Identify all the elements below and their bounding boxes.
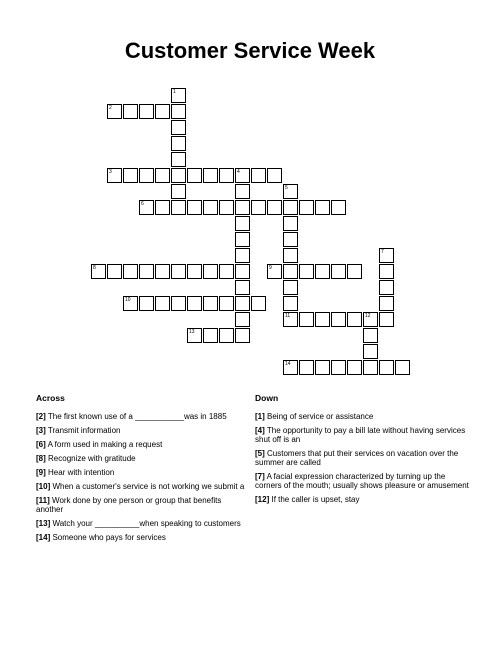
grid-cell[interactable] bbox=[139, 264, 154, 279]
grid-cell[interactable] bbox=[363, 360, 378, 375]
grid-cell[interactable] bbox=[171, 184, 186, 199]
grid-cell[interactable] bbox=[155, 168, 170, 183]
grid-cell[interactable] bbox=[219, 200, 234, 215]
clue-text: Someone who pays for services bbox=[52, 533, 166, 542]
clue-number: [13] bbox=[36, 519, 51, 528]
grid-cell[interactable] bbox=[235, 168, 250, 183]
grid-cell[interactable] bbox=[187, 296, 202, 311]
grid-cell[interactable] bbox=[283, 184, 298, 199]
grid-cell[interactable] bbox=[299, 312, 314, 327]
clue-number: [3] bbox=[36, 426, 46, 435]
across-clue bbox=[36, 468, 250, 477]
grid-cell[interactable] bbox=[235, 184, 250, 199]
clue-text: Being of service or assistance bbox=[267, 412, 374, 421]
grid-cell[interactable] bbox=[219, 296, 234, 311]
grid-cell[interactable] bbox=[379, 248, 394, 263]
clue-number: [7] bbox=[255, 472, 265, 481]
across-clue bbox=[36, 454, 250, 463]
grid-cell[interactable] bbox=[171, 120, 186, 135]
down-clue bbox=[255, 412, 469, 421]
grid-cell[interactable] bbox=[171, 88, 186, 103]
grid-cell[interactable] bbox=[267, 200, 282, 215]
grid-cell[interactable] bbox=[107, 104, 122, 119]
grid-cell[interactable] bbox=[155, 200, 170, 215]
clue-number: [5] bbox=[255, 449, 265, 458]
grid-cell[interactable] bbox=[331, 264, 346, 279]
down-clue bbox=[255, 495, 469, 504]
down-clue bbox=[255, 472, 469, 490]
grid-cell[interactable] bbox=[235, 264, 250, 279]
grid-cell[interactable] bbox=[299, 264, 314, 279]
grid-cell[interactable] bbox=[251, 296, 266, 311]
grid-cell[interactable] bbox=[171, 104, 186, 119]
down-clues bbox=[255, 394, 469, 509]
grid-cell[interactable] bbox=[107, 168, 122, 183]
page-title: Customer Service Week bbox=[124, 38, 376, 63]
clue-text: If the caller is upset, stay bbox=[271, 495, 360, 504]
across-clue bbox=[36, 440, 250, 449]
across-clues bbox=[36, 394, 250, 547]
grid-cell[interactable] bbox=[315, 360, 330, 375]
grid-cell[interactable] bbox=[267, 264, 282, 279]
clue-number: [2] bbox=[36, 412, 46, 421]
grid-cell[interactable] bbox=[299, 200, 314, 215]
grid-cell[interactable] bbox=[363, 344, 378, 359]
cell-number: 9 bbox=[269, 265, 272, 271]
clue-number: [9] bbox=[36, 468, 46, 477]
grid-cell[interactable] bbox=[155, 264, 170, 279]
grid-cell[interactable] bbox=[283, 216, 298, 231]
clue-text: A facial expression characterized by turning up the corners of the mouth; usually shows pleasure or amusement bbox=[255, 472, 469, 490]
across-clue bbox=[36, 496, 250, 514]
cell-number: 5 bbox=[285, 185, 288, 191]
down-clue bbox=[255, 449, 469, 467]
clue-text: Hear with intention bbox=[48, 468, 115, 477]
cell-number: 10 bbox=[125, 297, 131, 303]
clue-text: A form used in making a request bbox=[47, 440, 163, 449]
cell-number: 7 bbox=[381, 249, 384, 255]
grid-cell[interactable] bbox=[235, 248, 250, 263]
grid-cell[interactable] bbox=[203, 264, 218, 279]
down-heading: Down bbox=[255, 393, 279, 403]
grid-cell[interactable] bbox=[315, 312, 330, 327]
clue-text: Watch your __________when speaking to customers bbox=[52, 519, 241, 528]
grid-cell[interactable] bbox=[187, 264, 202, 279]
grid-cell[interactable] bbox=[315, 264, 330, 279]
grid-cell[interactable] bbox=[171, 296, 186, 311]
grid-cell[interactable] bbox=[363, 312, 378, 327]
grid-cell[interactable] bbox=[171, 264, 186, 279]
cell-number: 13 bbox=[189, 329, 195, 335]
grid-cell[interactable] bbox=[267, 168, 282, 183]
grid-cell[interactable] bbox=[123, 296, 138, 311]
cell-number: 6 bbox=[141, 201, 144, 207]
down-clue bbox=[255, 426, 469, 444]
clue-text: The opportunity to pay a bill late without having services shut off is an bbox=[255, 426, 466, 444]
grid-cell[interactable] bbox=[219, 328, 234, 343]
grid-cell[interactable] bbox=[315, 200, 330, 215]
grid-cell[interactable] bbox=[363, 328, 378, 343]
grid-cell[interactable] bbox=[235, 200, 250, 215]
grid-cell[interactable] bbox=[331, 360, 346, 375]
grid-cell[interactable] bbox=[155, 104, 170, 119]
grid-cell[interactable] bbox=[379, 360, 394, 375]
grid-cell[interactable] bbox=[283, 232, 298, 247]
grid-cell[interactable] bbox=[187, 200, 202, 215]
grid-cell[interactable] bbox=[139, 200, 154, 215]
clue-number: [12] bbox=[255, 495, 270, 504]
cell-number: 1 bbox=[173, 89, 176, 95]
grid-cell[interactable] bbox=[251, 168, 266, 183]
grid-cell[interactable] bbox=[171, 136, 186, 151]
grid-cell[interactable] bbox=[251, 200, 266, 215]
cell-number: 14 bbox=[285, 361, 291, 367]
grid-cell[interactable] bbox=[299, 360, 314, 375]
grid-cell[interactable] bbox=[187, 328, 202, 343]
across-heading: Across bbox=[36, 393, 65, 403]
grid-cell[interactable] bbox=[123, 168, 138, 183]
grid-cell[interactable] bbox=[107, 264, 122, 279]
grid-cell[interactable] bbox=[235, 296, 250, 311]
grid-cell[interactable] bbox=[203, 328, 218, 343]
grid-cell[interactable] bbox=[235, 280, 250, 295]
grid-cell[interactable] bbox=[171, 168, 186, 183]
grid-cell[interactable] bbox=[171, 152, 186, 167]
grid-cell[interactable] bbox=[187, 168, 202, 183]
clue-number: [10] bbox=[36, 482, 51, 491]
clue-text: Customers that put their services on vacation over the summer are called bbox=[255, 449, 459, 467]
clue-text: Transmit information bbox=[47, 426, 121, 435]
grid-cell[interactable] bbox=[331, 200, 346, 215]
grid-cell[interactable] bbox=[379, 312, 394, 327]
grid-cell[interactable] bbox=[171, 200, 186, 215]
clue-text: When a customer's service is not working we submit a bbox=[52, 482, 245, 491]
clue-number: [8] bbox=[36, 454, 46, 463]
grid-cell[interactable] bbox=[123, 264, 138, 279]
grid-cell[interactable] bbox=[379, 280, 394, 295]
across-clue bbox=[36, 412, 250, 421]
grid-cell[interactable] bbox=[235, 216, 250, 231]
grid-cell[interactable] bbox=[219, 264, 234, 279]
cell-number: 4 bbox=[237, 169, 240, 175]
cell-number: 8 bbox=[93, 265, 96, 271]
cell-number: 3 bbox=[109, 169, 112, 175]
grid-cell[interactable] bbox=[347, 312, 362, 327]
grid-cell[interactable] bbox=[283, 248, 298, 263]
grid-cell[interactable] bbox=[235, 232, 250, 247]
clue-number: [6] bbox=[36, 440, 46, 449]
grid-cell[interactable] bbox=[379, 296, 394, 311]
across-clue bbox=[36, 482, 250, 491]
grid-cell[interactable] bbox=[379, 264, 394, 279]
grid-cell[interactable] bbox=[283, 200, 298, 215]
grid-cell[interactable] bbox=[347, 264, 362, 279]
grid-cell[interactable] bbox=[203, 296, 218, 311]
grid-cell[interactable] bbox=[347, 360, 362, 375]
grid-cell[interactable] bbox=[139, 168, 154, 183]
across-clue bbox=[36, 519, 250, 528]
grid-cell[interactable] bbox=[203, 168, 218, 183]
cell-number: 11 bbox=[285, 313, 291, 319]
clue-number: [1] bbox=[255, 412, 265, 421]
grid-cell[interactable] bbox=[203, 200, 218, 215]
grid-cell[interactable] bbox=[91, 264, 106, 279]
grid-cell[interactable] bbox=[283, 264, 298, 279]
grid-cell[interactable] bbox=[123, 104, 138, 119]
grid-cell[interactable] bbox=[283, 296, 298, 311]
grid-cell[interactable] bbox=[139, 296, 154, 311]
clue-text: Work done by one person or group that benefits another bbox=[36, 496, 222, 514]
cell-number: 2 bbox=[109, 105, 112, 111]
grid-cell[interactable] bbox=[155, 296, 170, 311]
grid-cell[interactable] bbox=[235, 328, 250, 343]
grid-cell[interactable] bbox=[283, 360, 298, 375]
grid-cell[interactable] bbox=[139, 104, 154, 119]
across-clue bbox=[36, 533, 250, 542]
across-clue bbox=[36, 426, 250, 435]
grid-cell[interactable] bbox=[219, 168, 234, 183]
clue-text: The first known use of a ___________was in 1885 bbox=[47, 412, 227, 421]
grid-cell[interactable] bbox=[395, 360, 410, 375]
clue-text: Recognize with gratitude bbox=[48, 454, 136, 463]
clue-number: [11] bbox=[36, 496, 50, 505]
grid-cell[interactable] bbox=[283, 280, 298, 295]
clue-number: [4] bbox=[255, 426, 265, 435]
cell-number: 12 bbox=[365, 313, 371, 319]
clue-number: [14] bbox=[36, 533, 51, 542]
grid-cell[interactable] bbox=[283, 312, 298, 327]
grid-cell[interactable] bbox=[331, 312, 346, 327]
grid-cell[interactable] bbox=[235, 312, 250, 327]
